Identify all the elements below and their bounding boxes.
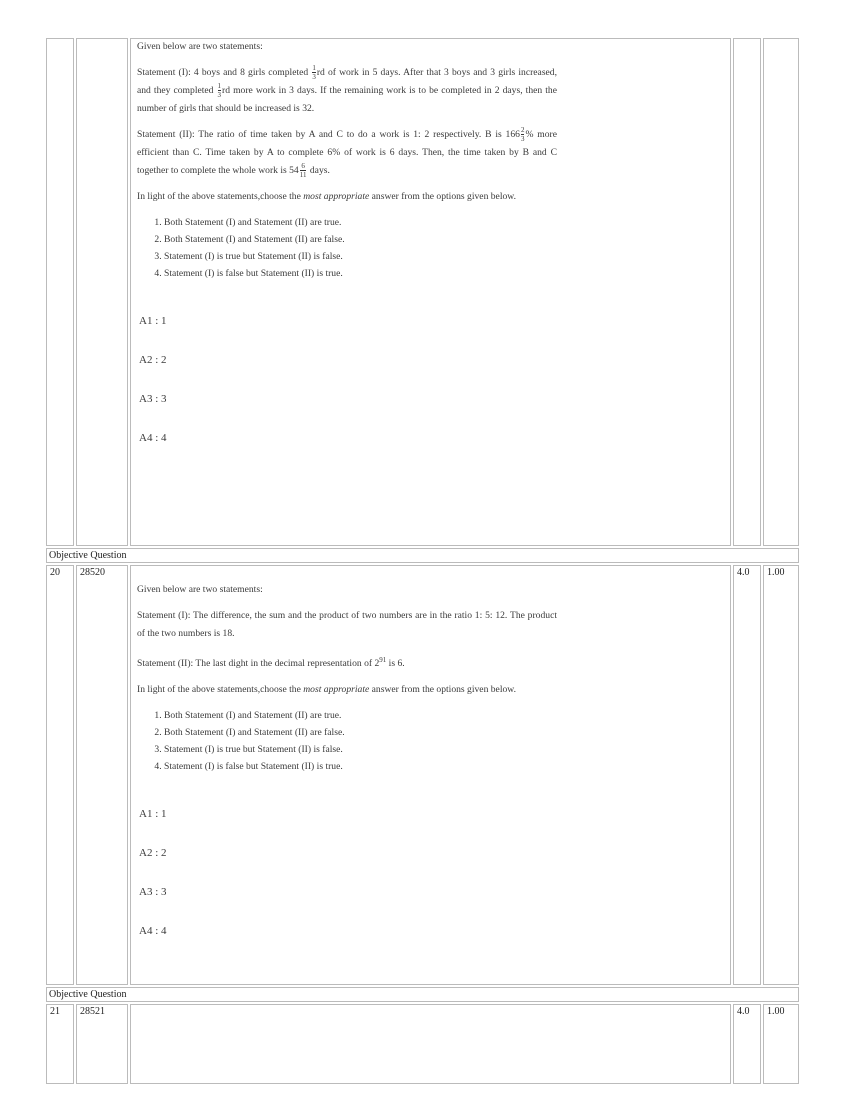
negative-cell: 1.00	[763, 565, 799, 985]
qnum-cell: 21	[46, 1004, 74, 1084]
fraction	[521, 126, 525, 143]
exponent: 91	[379, 656, 387, 664]
text: days.	[307, 165, 330, 176]
question-cell	[130, 565, 731, 985]
option: 4. Statement (I) is false but Statement (II) is true.	[164, 758, 557, 775]
num: 1	[312, 64, 316, 73]
answer: A4 : 4	[139, 432, 167, 444]
text: answer from the options given below.	[369, 684, 516, 696]
options-list	[137, 214, 557, 282]
intro: Given below are two statements:	[137, 41, 263, 52]
question-table	[44, 36, 801, 1086]
question-row-20	[46, 565, 799, 985]
num: 6	[301, 162, 305, 171]
text: Statement (II): The last dight in the decimal representation of 2	[137, 658, 380, 670]
option: 2. Both Statement (I) and Statement (II) are false.	[164, 724, 557, 741]
intro: Given below are two statements:	[137, 584, 263, 595]
answer: A1 : 1	[139, 808, 167, 821]
text: answer from the options given below.	[369, 191, 516, 202]
section-label: Objective Question	[46, 548, 799, 563]
fraction	[300, 162, 307, 179]
text: In light of the above statements,choose the	[137, 191, 304, 202]
statement-2	[137, 651, 557, 673]
marks-cell: 4.0	[733, 565, 761, 985]
answer: A3 : 3	[139, 886, 167, 899]
option: 1. Both Statement (I) and Statement (II) are true.	[164, 707, 557, 724]
option: 3. Statement (I) is true but Statement (II) is false.	[164, 741, 557, 758]
marks-cell	[733, 38, 761, 546]
fraction	[312, 64, 316, 81]
qid-cell: 28521	[76, 1004, 128, 1084]
option: 3. Statement (I) is true but Statement (II) is false.	[164, 248, 557, 265]
qid-cell	[76, 38, 128, 546]
negative-cell	[763, 38, 799, 546]
statement-1: Statement (I): The difference, the sum and the product of two numbers are in the ratio 1: 5: 12. The product of the two numbers is 18.	[137, 610, 557, 639]
question-cell	[130, 1004, 731, 1084]
den: 3	[312, 73, 316, 82]
answer: A3 : 3	[139, 393, 167, 405]
fraction	[218, 82, 222, 99]
question-cell	[130, 38, 731, 546]
question-row-21	[46, 1004, 799, 1084]
answer: A4 : 4	[139, 925, 167, 938]
marks-cell: 4.0	[733, 1004, 761, 1084]
text: % more efficient than C. Time taken by A to complete 6% of work is 6 days. Then, the time taken by B and C together to complete the whole work is 54	[137, 129, 557, 176]
section-label: Objective Question	[46, 987, 799, 1002]
instruction	[137, 188, 557, 206]
answer: A2 : 2	[139, 847, 167, 860]
den: 3	[217, 91, 222, 100]
option: 1. Both Statement (I) and Statement (II) are true.	[164, 214, 557, 231]
question-row-19	[46, 38, 799, 546]
num: 2	[520, 126, 525, 135]
instruction	[137, 681, 557, 699]
emphasis: most appropriate	[303, 684, 370, 696]
den: 11	[299, 171, 307, 180]
option: 2. Both Statement (I) and Statement (II) are false.	[164, 231, 557, 248]
answer: A2 : 2	[139, 354, 167, 366]
text: rd of work in 5 days. After that 3 boys and 3 girls increased, and they completed	[137, 67, 558, 96]
text: Statement (II): The ratio of time taken by A and C to do a work is 1: 2 respectively. B is 166	[137, 129, 520, 140]
den: 3	[520, 135, 525, 144]
text: rd more work in 3 days. If the remaining work is to be completed in 2 days, then the number of girls that should be increased is 32.	[137, 85, 557, 114]
qnum-cell	[46, 38, 74, 546]
text: In light of the above statements,choose the	[137, 684, 304, 696]
negative-cell: 1.00	[763, 1004, 799, 1084]
option: 4. Statement (I) is false but Statement (II) is true.	[164, 265, 557, 282]
qnum-cell: 20	[46, 565, 74, 985]
num: 1	[217, 82, 222, 91]
text: is 6.	[386, 658, 405, 670]
qid-cell: 28520	[76, 565, 128, 985]
options-list	[137, 707, 557, 775]
text: Statement (I): 4 boys and 8 girls completed	[137, 67, 312, 78]
statement-1	[137, 64, 557, 118]
statement-2	[137, 126, 557, 180]
emphasis: most appropriate	[303, 191, 370, 202]
answer: A1 : 1	[139, 315, 167, 327]
